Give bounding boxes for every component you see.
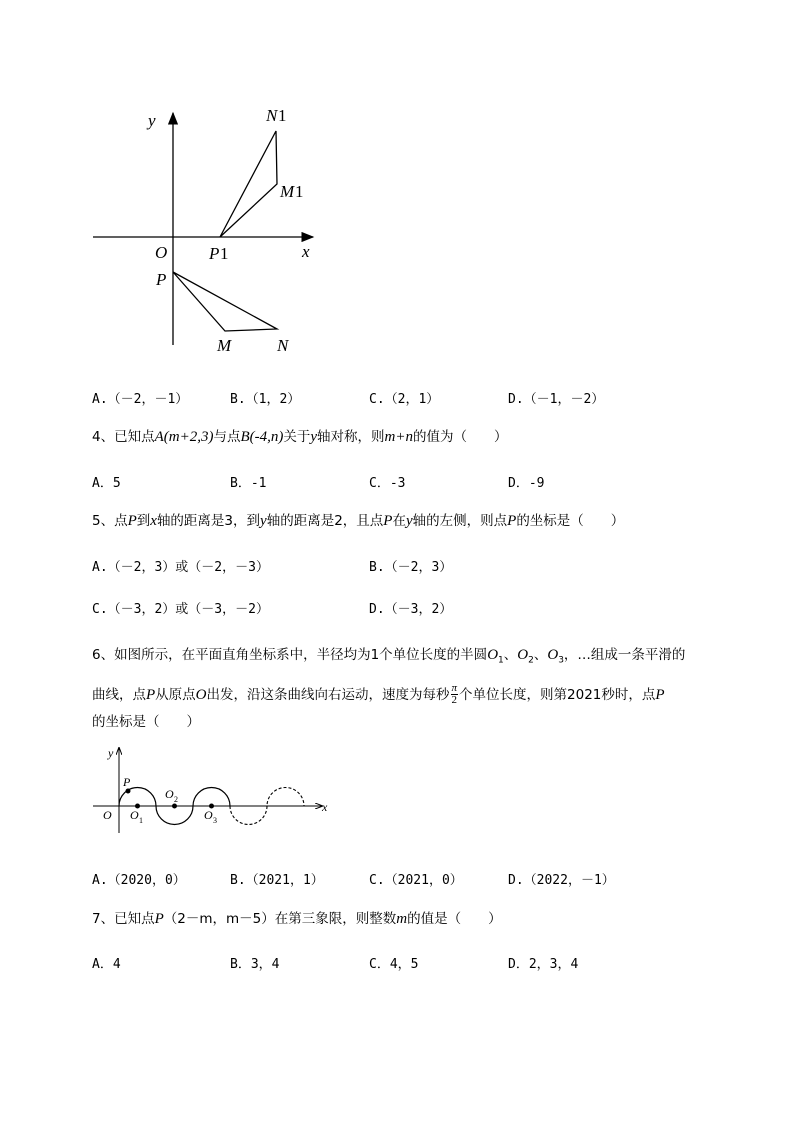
origin-label: O	[155, 243, 168, 262]
o2-label: O	[165, 787, 174, 801]
q5-option-a[interactable]: A.（－2，3）或（－2，－3）	[92, 560, 269, 575]
q6-fraction	[451, 683, 459, 706]
q5-var-p: P	[507, 513, 517, 529]
figure-coordinate-triangles	[80, 95, 340, 365]
q5-var-y: y	[405, 513, 413, 529]
q6-sub: 3	[558, 655, 564, 666]
q4-option-d[interactable]: D．-9	[508, 476, 545, 491]
y-axis-label: y	[108, 746, 114, 760]
origin-label: O	[103, 808, 112, 822]
q3-option-c[interactable]: C.（2，1）	[369, 392, 440, 407]
q6-fraction-den: 2	[451, 694, 458, 707]
q6-var-o: O	[517, 647, 529, 663]
q6-var-p: P	[655, 686, 665, 703]
q5-var-x: x	[150, 513, 157, 529]
point-o2	[172, 804, 177, 809]
q3-option-d[interactable]: D.（－1，－2）	[508, 392, 605, 407]
q7-option-d[interactable]: D．2，3，4	[508, 957, 579, 972]
x-axis-label: x	[322, 800, 328, 814]
q6-text: 、	[533, 647, 548, 663]
q6-option-c[interactable]: C.（2021，0）	[369, 873, 463, 888]
q7-text: 7、已知点	[92, 911, 155, 927]
point-p	[126, 789, 131, 794]
question-7	[92, 909, 742, 929]
q5-text: 轴的距离是3，到	[156, 513, 261, 529]
q5-option-d[interactable]: D.（－3，2）	[369, 602, 453, 617]
q5-text: 轴的距离是2，且点	[266, 513, 384, 529]
q3-option-a[interactable]: A.（－2，－1）	[92, 392, 189, 407]
q5-text: 的坐标是（ ）	[516, 513, 625, 529]
q5-var-y: y	[260, 513, 267, 529]
q6-option-b[interactable]: B.（2021，1）	[230, 873, 324, 888]
q5-var-p: P	[383, 513, 393, 529]
q6-text: 曲线，点	[92, 686, 146, 703]
n-label: N	[277, 336, 289, 355]
q7-text: 的值是（ ）	[407, 911, 502, 927]
o1-subscript: 1	[139, 816, 143, 825]
q4-text: 与点	[213, 429, 241, 445]
q6-text: 个单位长度，则第2021秒时，点	[459, 686, 656, 703]
n1-subscript: 1	[278, 106, 287, 125]
q4-point-a: A(m+2,3)	[154, 429, 214, 445]
q6-sub: 1	[498, 655, 504, 666]
o1-label: O	[130, 808, 139, 822]
p-label: P	[156, 270, 167, 289]
q4-var-y: y	[310, 429, 318, 445]
q6-var-o: O	[195, 686, 207, 703]
o3-label: O	[204, 808, 213, 822]
triangle-pmn	[173, 272, 277, 331]
q6-text: 出发，沿这条曲线向右运动，速度为每秒	[206, 686, 450, 703]
o2-subscript: 2	[174, 795, 178, 804]
q6-var-o: O	[547, 647, 559, 663]
q4-option-b[interactable]: B．-1	[230, 476, 267, 491]
q6-fraction-num: π	[451, 682, 458, 695]
q7-option-c[interactable]: C．4，5	[369, 957, 419, 972]
q4-option-a[interactable]: A．5	[92, 476, 121, 491]
q3-option-b[interactable]: B.（1，2）	[230, 392, 301, 407]
q6-option-a[interactable]: A.（2020，0）	[92, 873, 186, 888]
q5-option-c[interactable]: C.（－3，2）或（－3，－2）	[92, 602, 269, 617]
o3-subscript: 3	[213, 816, 217, 825]
figure-semicircle-curve	[90, 740, 340, 835]
q7-text: 在第三象限，则整数	[274, 911, 397, 927]
q6-line-3	[92, 712, 742, 732]
q6-line-1	[92, 638, 742, 678]
q7-var-m: m	[396, 911, 408, 927]
p1-label: P	[209, 244, 220, 263]
q6-text: 6、如图所示，在平面直角坐标系中，半径均为1个单位长度的半圆	[92, 647, 488, 663]
p1-subscript: 1	[220, 244, 229, 263]
m-label: M	[217, 336, 232, 355]
x-axis-label: x	[302, 242, 310, 261]
q5-var-p: P	[127, 513, 137, 529]
q6-option-d[interactable]: D.（2022，－1）	[508, 873, 615, 888]
q4-option-c[interactable]: C．-3	[369, 476, 406, 491]
q5-option-b[interactable]: B.（－2，3）	[369, 560, 453, 575]
question-4	[92, 427, 742, 447]
p-label: P	[123, 775, 131, 789]
q5-text: 轴的左侧，则点	[412, 513, 508, 529]
q6-sub: 2	[528, 655, 534, 666]
triangle-p1m1n1	[220, 131, 277, 237]
question-6	[92, 638, 742, 732]
q4-text: 4、已知点	[92, 429, 155, 445]
q6-line-2	[92, 678, 742, 712]
m1-subscript: 1	[295, 182, 304, 201]
n1-label: N	[266, 106, 278, 125]
q5-text: 5、点	[92, 513, 128, 529]
q7-option-b[interactable]: B．3，4	[230, 957, 280, 972]
q4-text: 关于	[283, 429, 311, 445]
q6-text: ，…组成一条平滑的	[563, 647, 686, 663]
q5-text: 在	[392, 513, 406, 529]
q6-text: 的坐标是（ ）	[92, 713, 200, 730]
q4-point-b: B(-4,n)	[240, 429, 284, 445]
y-axis-label: y	[148, 111, 156, 130]
q4-expr-mn: m+n	[384, 429, 413, 445]
q6-var-o: O	[487, 647, 499, 663]
q7-option-a[interactable]: A．4	[92, 957, 121, 972]
q4-text: 轴对称，则	[317, 429, 385, 445]
q6-text: 、	[503, 647, 518, 663]
q5-text: 到	[136, 513, 151, 529]
q7-var-p: P	[154, 911, 164, 927]
m1-label: M	[280, 182, 295, 201]
q4-text: 的值为（ ）	[413, 429, 508, 445]
q6-text: 从原点	[155, 686, 196, 703]
q6-var-p: P	[146, 686, 156, 703]
q7-coordinates: （2－m，m－5）	[163, 911, 275, 927]
question-5	[92, 511, 742, 531]
